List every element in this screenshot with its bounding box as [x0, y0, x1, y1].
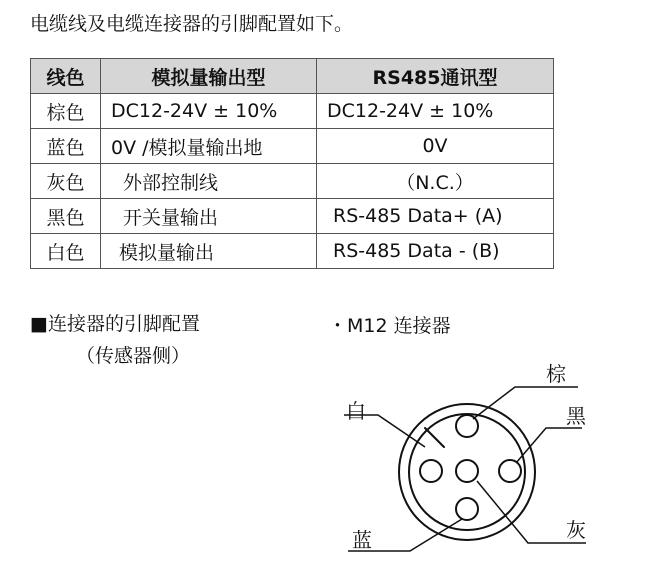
leader-black	[516, 428, 582, 463]
pin-black	[499, 460, 521, 482]
leader-brown	[473, 387, 578, 419]
pin-white	[420, 460, 442, 482]
cell-analog: 模拟量输出	[101, 234, 317, 269]
label-gray: 灰	[566, 518, 586, 542]
cell-wire-color: 棕色	[31, 94, 101, 129]
pin-config-title: ■连接器的引脚配置	[30, 313, 200, 335]
pin-blue	[456, 498, 478, 520]
cell-rs485: RS-485 Data+ (A)	[317, 199, 554, 234]
cell-analog: 0V /模拟量输出地	[101, 129, 317, 164]
label-black: 黑	[566, 404, 586, 428]
label-white: 白	[346, 399, 366, 423]
cell-wire-color: 黑色	[31, 199, 101, 234]
cell-wire-color: 灰色	[31, 164, 101, 199]
pin-center	[456, 460, 478, 482]
cell-rs485: DC12-24V ± 10%	[317, 94, 554, 129]
cell-wire-color: 蓝色	[31, 129, 101, 164]
cell-analog: 开关量输出	[101, 199, 317, 234]
header-rs485: RS485通讯型	[317, 59, 554, 94]
cell-analog: 外部控制线	[101, 164, 317, 199]
label-blue: 蓝	[352, 528, 372, 552]
cell-rs485: （N.C.）	[317, 164, 554, 199]
header-wire-color: 线色	[31, 59, 101, 94]
pin-config-subtitle: （传感器侧）	[76, 345, 191, 367]
connector-title: ・M12 连接器	[328, 315, 451, 337]
connector-inner-ring	[409, 414, 525, 530]
cell-rs485: 0V	[317, 129, 554, 164]
cell-wire-color: 白色	[31, 234, 101, 269]
cell-rs485: RS-485 Data - (B)	[317, 234, 554, 269]
header-analog-output: 模拟量输出型	[101, 59, 317, 94]
intro-text: 电缆线及电缆连接器的引脚配置如下。	[30, 13, 354, 35]
label-brown: 棕	[546, 362, 566, 386]
cell-analog: DC12-24V ± 10%	[101, 94, 317, 129]
connector-key	[425, 428, 444, 447]
